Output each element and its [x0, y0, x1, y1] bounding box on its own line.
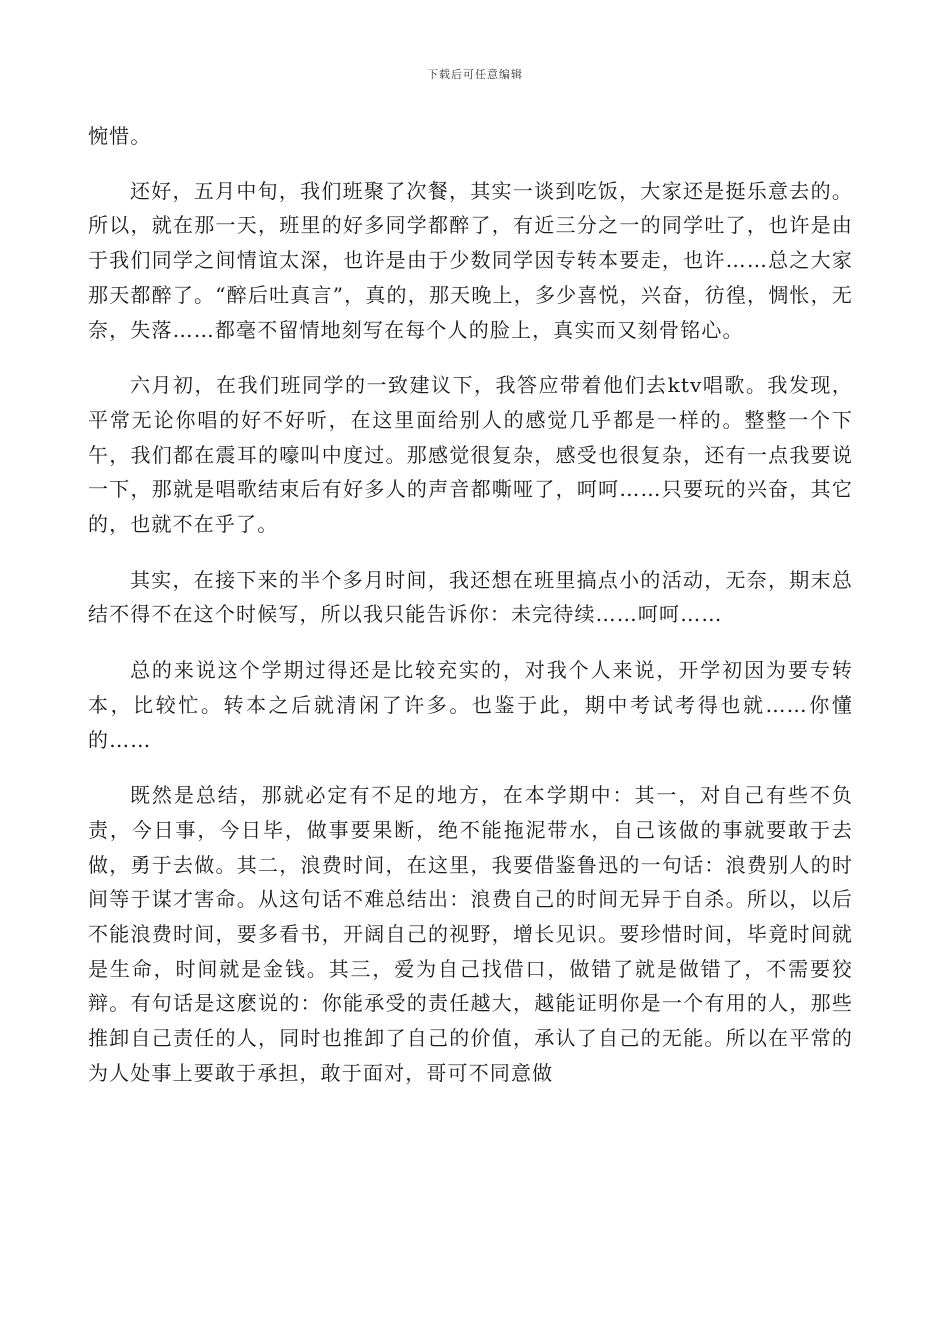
page-header: 下载后可任意编辑 [427, 68, 523, 81]
paragraph-class-dinner: 还好，五月中旬，我们班聚了次餐，其实一谈到吃饭，大家还是挺乐意去的。所以，就在那一天，班里的好多同学都醉了，有近三分之一的同学吐了，也许是由于我们同学之间情谊太深，也许是由于少数同学因专转本要走，也许……总之大家那天都醉了。“醉后吐真言”，真的，那天晚上，多少喜悦，兴奋，彷徨，惆怅，无奈，失落……都毫不留情地刻写在每个人的脸上，真实而又刻骨铭心。 [88, 178, 853, 342]
paragraph-shortcomings: 既然是总结，那就必定有不足的地方，在本学期中：其一，对自己有些不负责，今日事，今日毕，做事要果断，绝不能拖泥带水，自己该做的事就要敢于去做，勇于去做。其二，浪费时间，在这里，我要借鉴鲁迅的一句话：浪费别人的时间等于谋才害命。从这句话不难总结出：浪费自己的时间无异于自杀。所以，以后不能浪费时间，要多看书，开阔自己的视野，增长见识。要珍惜时间，毕竟时间就是生命，时间就是金钱。其三，爱为自己找借口，做错了就是做错了，不需要狡辩。有句话是这麽说的：你能承受的责任越大，越能证明你是一个有用的人，那些推卸自己责任的人，同时也推卸了自己的价值，承认了自己的无能。所以在平常的为人处事上要敢于承担，敢于面对，哥可不同意做 [88, 783, 853, 1085]
document-body [88, 119, 853, 1112]
paragraph-ktv: 六月初，在我们班同学的一致建议下，我答应带着他们去ktv唱歌。我发现，平常无论你唱的好不好听，在这里面给别人的感觉几乎都是一样的。整整一个下午，我们都在震耳的嚎叫中度过。那感觉很复杂，感受也很复杂，还有一点我要说一下，那就是唱歌结束后有好多人的声音都嘶哑了，呵呵……只要玩的兴奋，其它的，也就不在乎了。 [88, 373, 853, 537]
paragraph-semester-summary: 总的来说这个学期过得还是比较充实的，对我个人来说，开学初因为要专转本，比较忙。转本之后就清闲了许多。也鉴于此，期中考试考得也就……你懂的…… [88, 658, 853, 752]
paragraph-activities: 其实，在接下来的半个多月时间，我还想在班里搞点小的活动，无奈，期末总结不得不在这个时候写，所以我只能告诉你：未完待续……呵呵…… [88, 567, 853, 627]
paragraph-continuation: 惋惜。 [88, 124, 152, 148]
